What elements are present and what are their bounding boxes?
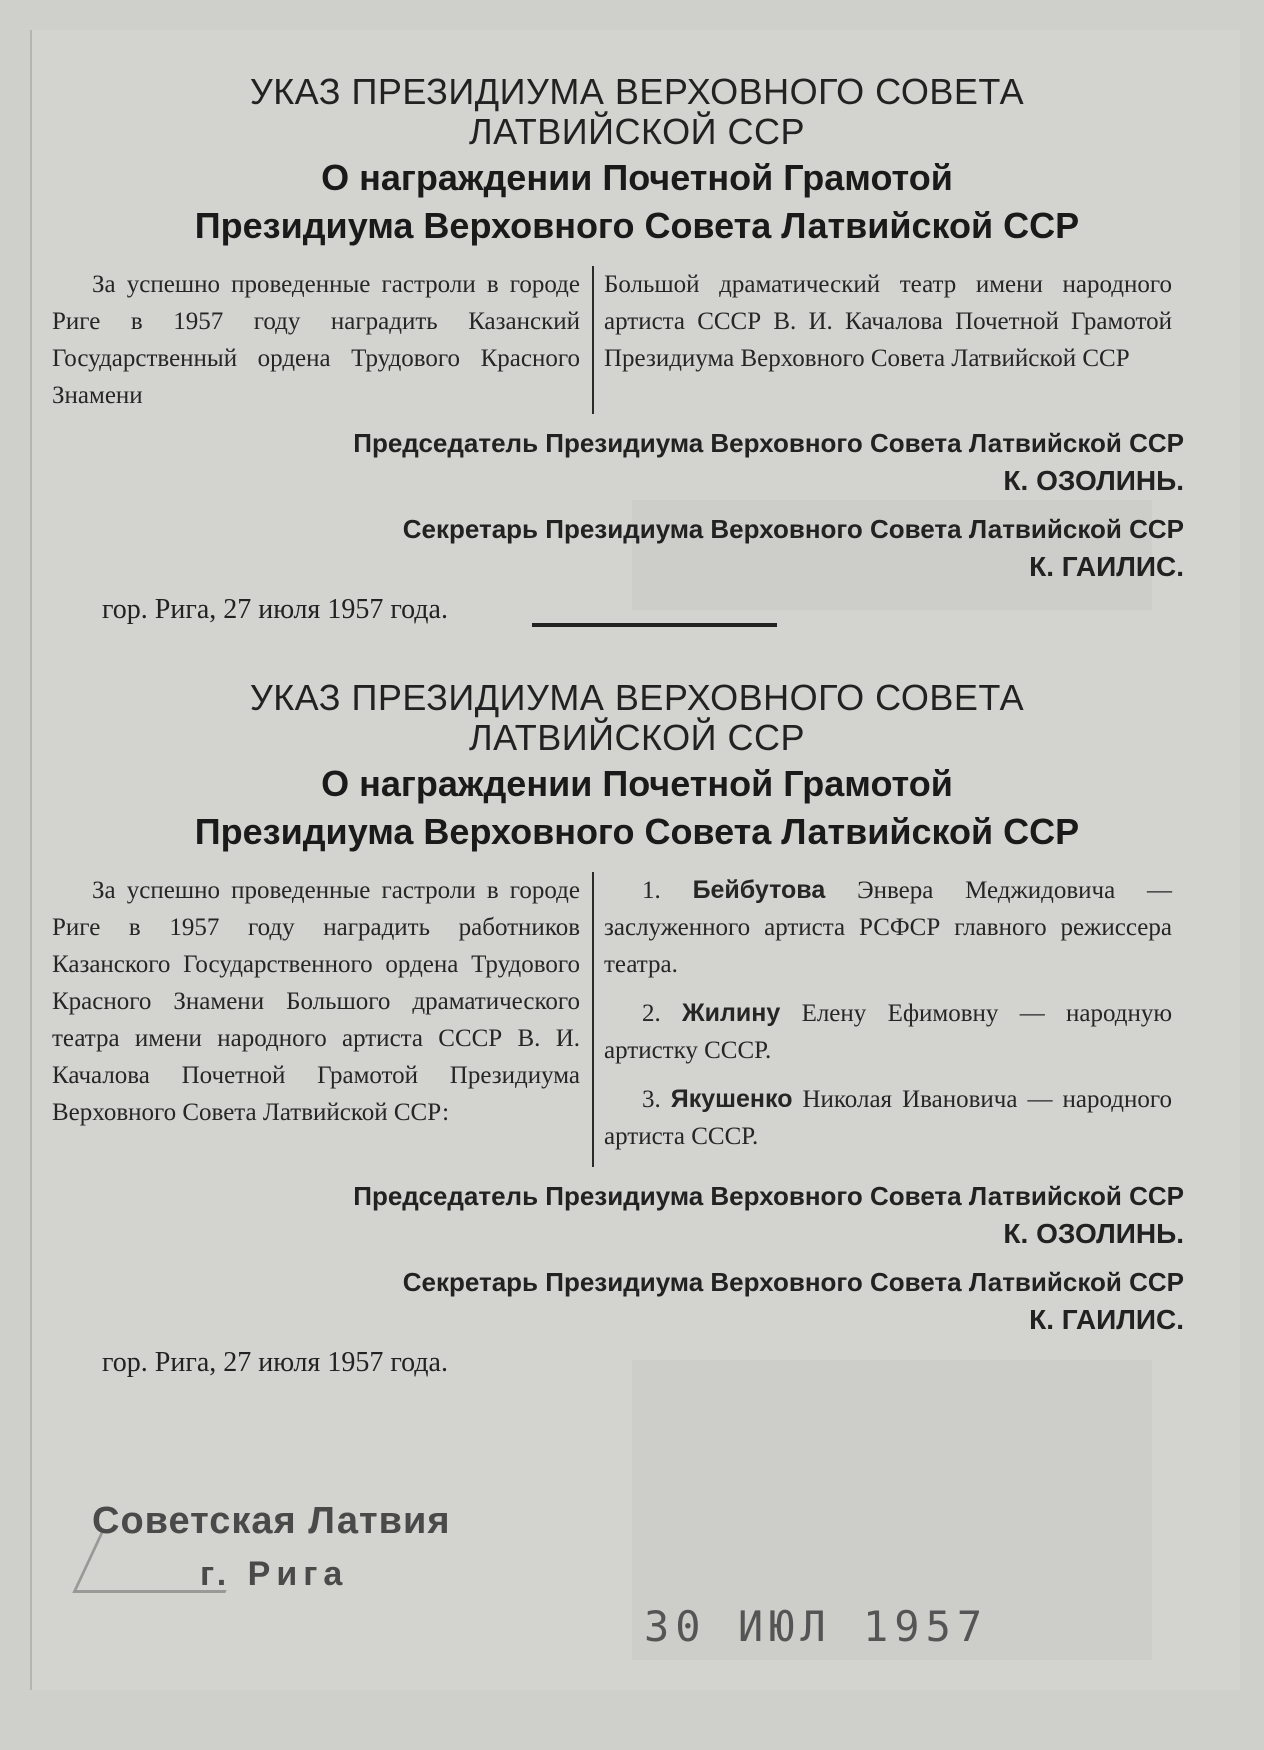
decree-1 xyxy=(32,72,1242,628)
awardee-number: 1. xyxy=(642,877,661,904)
chairman-title: Председатель Президиума Верховного Совета Латвийской ССР xyxy=(353,428,1184,458)
decree-body-left: За успешно проведенные гастроли в городе Риге в 1957 году наградить работников Казанского Государственного ордена Трудового Красного Знамени Большого драматического театра имени народного артиста СССР В. И. Качалова Почетной Грамотой Президиума Верховного Совета Латвийской ССР: xyxy=(52,877,580,1126)
awardee-details: Елену Ефимовну — народную артистку СССР. xyxy=(604,1000,1173,1064)
awardee-number: 2. xyxy=(642,1000,661,1027)
stamp-newspaper-name: Советская Латвия xyxy=(92,1500,451,1542)
decree-subtitle xyxy=(32,760,1242,856)
newspaper-stamp xyxy=(92,1500,451,1594)
awardee-details: Николая Ивановича — народного артиста СССР. xyxy=(604,1086,1172,1150)
decree-body xyxy=(32,266,1242,414)
subtitle-line-2: Президиума Верховного Совета Латвийской ССР xyxy=(194,205,1080,246)
awardee-item xyxy=(604,1081,1172,1155)
decree-subtitle xyxy=(32,154,1242,250)
secretary-name: К. ГАИЛИС. xyxy=(1029,1304,1184,1335)
chairman-name: К. ОЗОЛИНЬ. xyxy=(1003,465,1184,496)
decree-body-left: За успешно проведенные гастроли в городе Риге в 1957 году наградить Казанский Государственный ордена Трудового Красного Знамени xyxy=(52,271,580,409)
awardee-item xyxy=(604,995,1172,1069)
place-date: гор. Рига, 27 июля 1957 года. xyxy=(102,594,448,625)
decree-heading xyxy=(32,678,1242,758)
decree-body-right: Большой драматический театр имени народного артиста СССР В. И. Качалова Почетной Грамотой Президиума Верховного Совета Латвийской ССР xyxy=(592,266,1172,414)
decree-heading xyxy=(32,72,1242,152)
subtitle-line-1: О награждении Почетной Грамотой xyxy=(321,157,953,198)
awardee-list xyxy=(592,872,1172,1167)
secretary-title: Секретарь Президиума Верховного Совета Латвийской ССР xyxy=(402,514,1184,544)
decree-body xyxy=(32,872,1242,1167)
chairman-title: Председатель Президиума Верховного Совета Латвийской ССР xyxy=(353,1181,1184,1211)
awardee-name: Якушенко xyxy=(670,1085,793,1113)
newspaper-clipping xyxy=(30,30,1240,1690)
stamp-city: г. Рига xyxy=(200,1555,349,1593)
heading-line-1: УКАЗ ПРЕЗИДИУМА ВЕРХОВНОГО СОВЕТА xyxy=(249,71,1025,112)
heading-line-1: УКАЗ ПРЕЗИДИУМА ВЕРХОВНОГО СОВЕТА xyxy=(249,677,1025,718)
secretary-name: К. ГАИЛИС. xyxy=(1029,551,1184,582)
place-date: гор. Рига, 27 июля 1957 года. xyxy=(102,1347,448,1378)
awardee-number: 3. xyxy=(642,1086,661,1113)
subtitle-line-1: О награждении Почетной Грамотой xyxy=(321,763,953,804)
awardee-item xyxy=(604,872,1172,983)
awardee-details: Энвера Меджидовича — заслуженного артиста РСФСР главного режиссера театра. xyxy=(604,877,1173,978)
subtitle-line-2: Президиума Верховного Совета Латвийской ССР xyxy=(194,811,1080,852)
chairman-name: К. ОЗОЛИНЬ. xyxy=(1003,1218,1184,1249)
decree-2 xyxy=(32,678,1242,1381)
awardee-name: Бейбутова xyxy=(692,876,826,904)
chairman-signature xyxy=(32,1177,1242,1253)
secretary-title: Секретарь Президиума Верховного Совета Латвийской ССР xyxy=(402,1267,1184,1297)
secretary-signature xyxy=(32,510,1242,586)
chairman-signature xyxy=(32,424,1242,500)
heading-line-2: ЛАТВИЙСКОЙ ССР xyxy=(468,717,806,758)
awardee-name: Жилину xyxy=(682,999,781,1027)
divider-rule xyxy=(532,623,777,627)
date-stamp: 30 ИЮЛ 1957 xyxy=(644,1602,989,1651)
secretary-signature xyxy=(32,1263,1242,1339)
heading-line-2: ЛАТВИЙСКОЙ ССР xyxy=(468,111,806,152)
